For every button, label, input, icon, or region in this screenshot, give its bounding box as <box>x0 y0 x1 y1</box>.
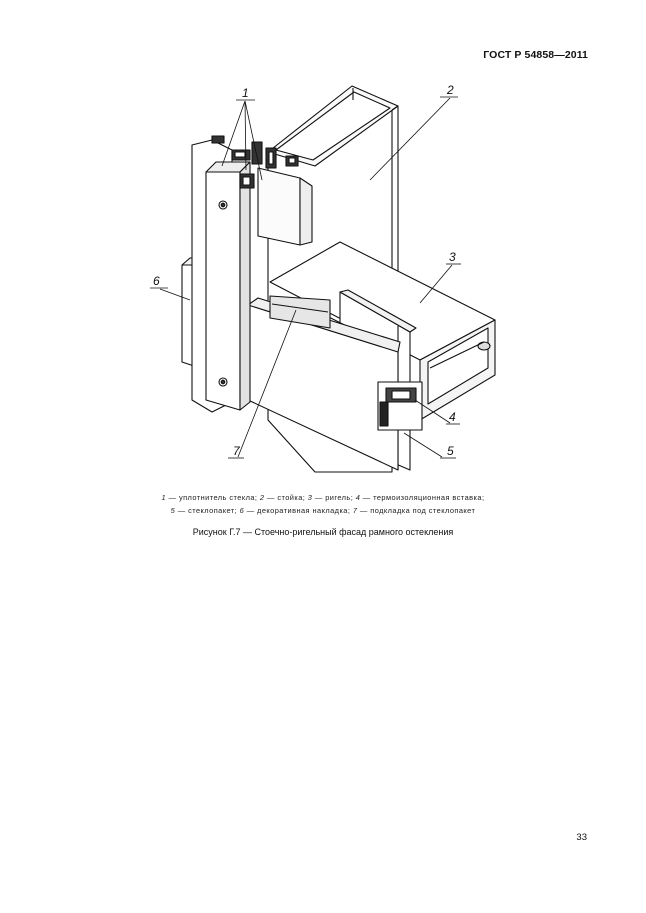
thermal-insert <box>378 382 422 430</box>
upper-glass-unit <box>258 168 300 245</box>
callout-2: 2 <box>447 83 454 97</box>
legend-text: — ригель; <box>312 493 356 502</box>
legend-number: 1 <box>161 493 167 502</box>
legend-text: — декоративная накладка; <box>244 505 353 515</box>
legend-number: 5 <box>170 505 176 515</box>
legend-number: 3 <box>307 493 313 502</box>
legend-text: — стеклопакет; <box>175 505 240 515</box>
legend-text: — подкладка под стеклопакет <box>357 505 476 515</box>
legend-text: — уплотнитель стекла; <box>166 493 260 502</box>
callout-5: 5 <box>447 444 454 458</box>
figure-caption: Рисунок Г.7 — Стоечно-ригельный фасад рамного остекления <box>192 527 454 537</box>
callout-7: 7 <box>233 444 240 458</box>
legend-line-1 <box>80 492 566 505</box>
callout-1: 1 <box>242 86 249 100</box>
legend-number: 4 <box>355 493 361 502</box>
legend-number: 7 <box>352 505 358 515</box>
legend-text: — стойка; <box>264 493 308 502</box>
page-number: 33 <box>576 832 587 843</box>
callout-3: 3 <box>449 250 456 264</box>
callout-6: 6 <box>153 274 160 288</box>
legend-line-2 <box>80 505 566 518</box>
document-standard-header: ГОСТ Р 54858—2011 <box>483 49 588 61</box>
legend-number: 2 <box>259 493 265 502</box>
legend-number: 6 <box>239 505 245 515</box>
figure-legend <box>80 492 566 517</box>
callout-4: 4 <box>449 410 456 424</box>
legend-text: — термоизоляционная вставка; <box>360 493 485 502</box>
